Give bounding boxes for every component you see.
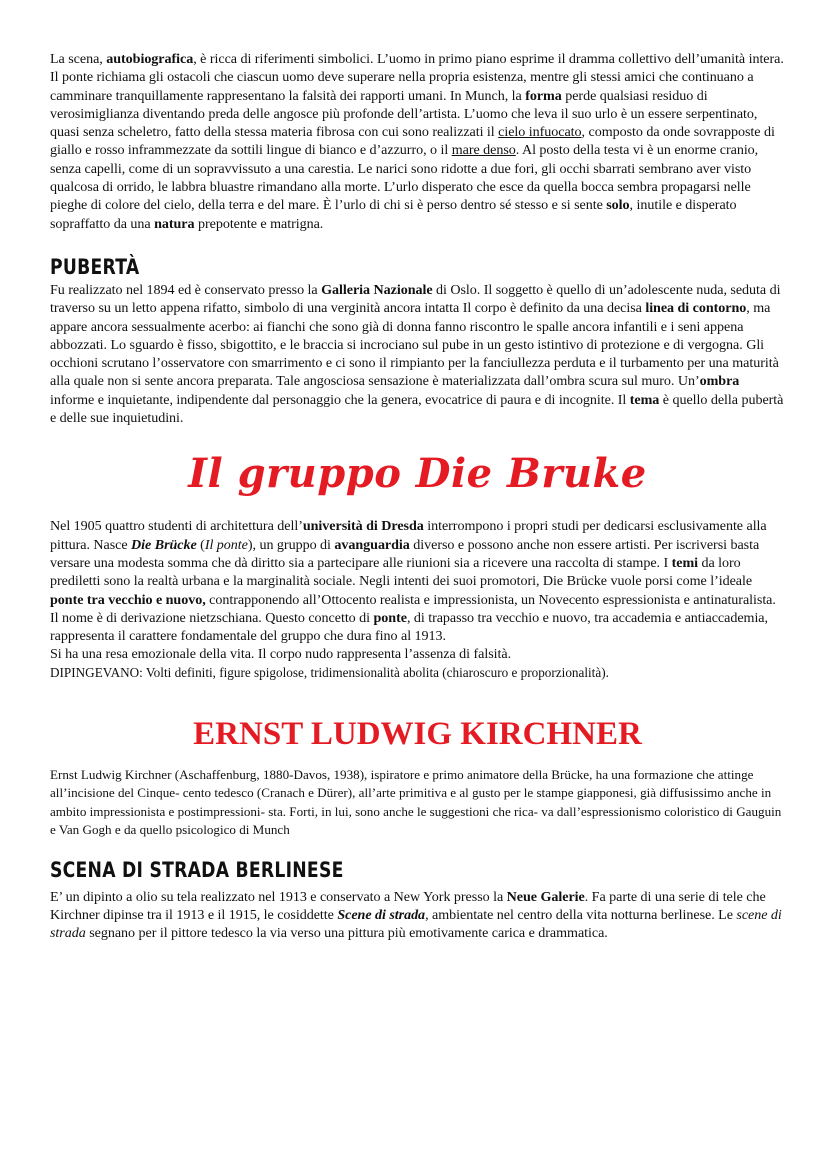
bold-term: università di Dresda (302, 518, 424, 535)
bold-term: tema (629, 391, 660, 408)
text-run: . Al posto della testa vi è un enorme cranio, senza capelli, come di un sopravvissuto a una carestia. Le narici sono ridotte a due fori, gli occhi sbarrati sembrano aver visto qualcosa di orrido, le labbra bluastre rimandano alla morte. L’urlo disperato che esce da quella bocca sembra propagarsi nelle pieghe di colore del cielo, della terra e del mare. È l’urlo di chi si è perso dentro sé stesso e si sente (50, 142, 759, 214)
text-run: ( (196, 536, 205, 553)
bruke-line-emozionale: Si ha una resa emozionale della vita. Il corpo nudo rappresenta l’assenza di falsità. (50, 646, 512, 663)
bold-term: forma (525, 87, 562, 104)
text-run: . Fa parte di una serie di tele che Kirchner dipinse tra il 1913 e il 1915, le cosiddette (50, 888, 766, 924)
bold-term: Galleria Nazionale (321, 281, 433, 298)
text-run: ), un gruppo di (247, 536, 335, 553)
text-run: diverso e possono anche non essere artisti. Per iscriversi basta versare una modesta somma che dà diritto sia a partecipare alle riunioni sia a ricevere una raccolta di stampe. I (50, 536, 760, 571)
bold-term: ombra (699, 373, 740, 390)
bold-term: linea di contorno (645, 300, 747, 317)
bold-term: ponte (373, 609, 407, 626)
bold-italic-term: Scene di strada (337, 907, 426, 924)
text-run: La scena, (50, 51, 107, 67)
text-run: Nel 1905 quattro studenti di architettura dell’ (50, 518, 303, 535)
text-run: Fu realizzato nel 1894 ed è conservato presso la (50, 281, 322, 298)
text-run: prepotente e matrigna. (194, 215, 324, 232)
bruke-line-dipingevano: DIPINGEVANO: Volti definiti, figure spigolose, tridimensionalità abolita (chiaroscuro e proporzionalità). (50, 664, 609, 680)
bold-term: temi (671, 554, 698, 571)
bold-italic-term: Die Brücke (131, 536, 197, 553)
text-run: , è ricca di riferimenti simbolici. L’uomo in primo piano esprime il dramma collettivo dell’umanità intera. Il ponte richiama gli ostacoli che ciascun uomo deve superare nella propria esistenza, mentre gli stessi amici che continuano a camminare tranquillamente rappresentano la falsità dei rapporti umani. In Munch, la (50, 51, 784, 104)
puberta-paragraph (50, 281, 785, 427)
bold-term: avanguardia (334, 536, 410, 553)
underlined-term: mare denso (451, 142, 516, 159)
underlined-term: cielo infuocato (498, 124, 582, 141)
kirchner-paragraph: Ernst Ludwig Kirchner (Aschaffenburg, 1880-Davos, 1938), ispiratore e primo animatore della Brücke, ha una formazione che attinge all’incisione del Cinque- cento tedesco (Cranach e Dürer), all’arte primitiva e al gusto per le stampe giapponesi, già diffusissimo anche in ambito impressionista e postimpressioni- sta. Forti, in lui, sono anche le suggestioni che rica- va dall’espressionismo coloristico di Gauguin e Van Gogh e da quello psicologico di Munch (50, 766, 782, 838)
bruke-paragraph (50, 517, 785, 645)
text-run: interrompono i propri studi per dedicarsi esclusivamente alla pittura. Nasce (50, 518, 767, 553)
bold-term: ponte tra vecchio e nuovo, (50, 591, 206, 608)
scena-paragraph (50, 888, 785, 943)
text-run: , di trapasso tra vecchio e nuovo, tra accademia e antiaccademia, rappresenta il carattere fondamentale del gruppo che dura fino al 1913. (50, 609, 768, 645)
text-run: perde qualsiasi residuo di verosimiglianza diventando preda delle angosce più profonde dell’artista. L’uomo che leva il suo urlo è un essere serpentinato, quasi senza scheletro, fatto della stessa materia fibrosa con cui sono realizzati il (50, 87, 758, 141)
text-run: contrapponendo all’Ottocento realista e impressionista, un Novecento espressionista e antinaturalista. Il nome è di derivazione nietzschiana. Questo concetto di (50, 591, 776, 626)
bold-term: solo (606, 197, 630, 214)
bold-term: natura (154, 215, 195, 232)
bold-term: Neue Galerie (506, 888, 585, 905)
text-run: , composto da onde sovrapposte di giallo e rosso inframmezzate da sottili lingue di bianco e d’azzurro, o il (50, 124, 775, 159)
text-run: , ambientate nel centro della vita notturna berlinese. Le (425, 907, 737, 924)
text-run: di Oslo. Il soggetto è quello di un’adolescente nuda, seduta di traverso su un letto appena rifatto, simbolo di una verginità ancora intatta Il corpo è definito da una decisa (50, 281, 781, 317)
text-run: segnano per il pittore tedesco la via verso una pittura più emotivamente carica e drammatica. (85, 925, 608, 942)
italic-term: Il ponte (204, 536, 248, 553)
italic-term: scene di strada (50, 907, 782, 942)
text-run: informe e inquietante, indipendente dal personaggio che la genera, evocatrice di paura e di incognite. Il (50, 391, 630, 408)
intro-paragraph (50, 50, 785, 233)
title-die-bruke: Il gruppo Die Bruke (188, 450, 647, 498)
document-page (50, 50, 785, 943)
bold-term: autobiografica (106, 51, 194, 67)
title-kirchner: ERNST LUDWIG KIRCHNER (193, 715, 642, 752)
heading-scena-di-strada: SCENA DI STRADA BERLINESE (50, 857, 344, 882)
heading-puberta: PUBERTÀ (50, 254, 140, 279)
text-run: E’ un dipinto a olio su tela realizzato nel 1913 e conservato a New York presso la (50, 888, 507, 905)
text-run: , ma appare ancora sessualmente acerbo: ai fianchi che sono già di donna fanno riscontro le spalle ancora infantili e i seni appena abbozzati. Lo sguardo è fisso, sbigottito, e le braccia si incrociano sul pube in un gesto istintivo di protezione e di vergogna. Gli occhioni scrutano l’osservatore con smarrimento e ci sono il rimpianto per la fanciullezza perduta e il turbamento per una maturità alla quale non si sente ancora preparata. Tale angosciosa sensazione è materializzata dall’ombra scura sul muro. Un’ (50, 300, 779, 390)
text-run: è quello della pubertà e delle sue inquietudini. (50, 391, 784, 427)
text-run: da loro prediletti sono la realtà urbana e la marginalità sociale. Negli intenti dei suoi promotori, Die Brücke vuole porsi come l’ideale (50, 554, 753, 590)
text-run: , inutile e disperato sopraffatto da una (50, 197, 737, 232)
